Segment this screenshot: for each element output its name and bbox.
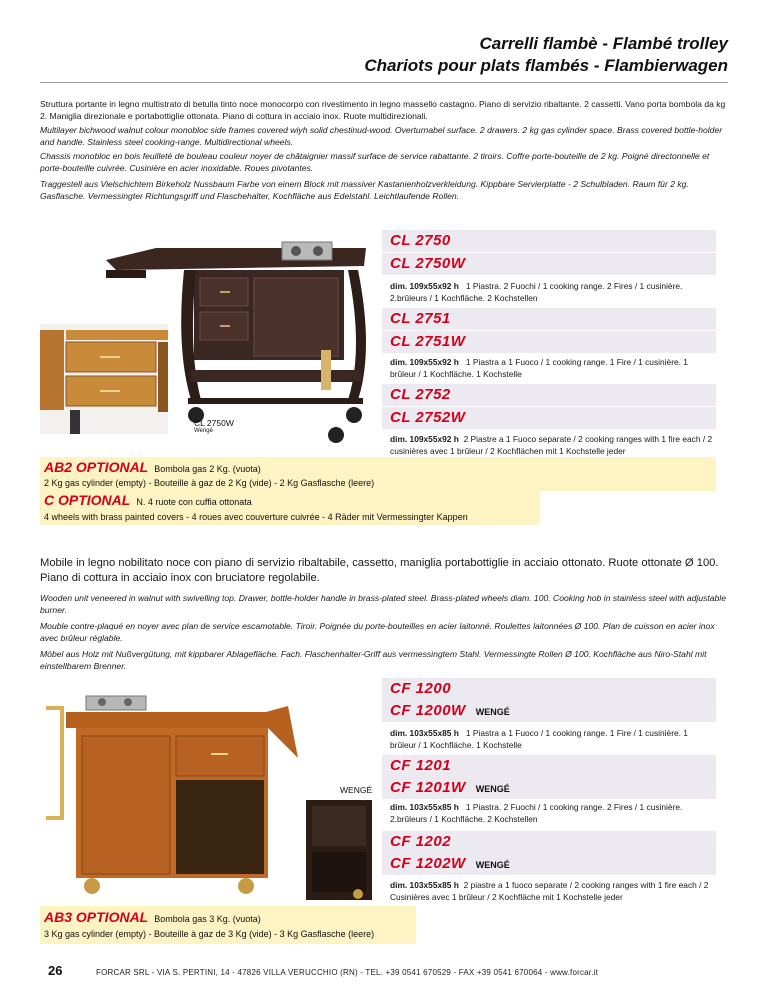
- product-text-cl2750: 1 Piastra. 2 Fuochi / 1 cooking range. 2 Fires / 1 cusinière. 2.brûleurs / 1 Kochfläche. 2 Kochstellen: [390, 281, 683, 303]
- section2-intro-de: Möbel aus Holz mit Nußvergütung, mit kippbarer Ablagefläche. Fach. Flaschenhalter-Griff aus vermessingtem Stahl. Vermessingte Rollen Ø 100. Kochfläche aus Niro-Stahl mit einstellbarem Brenner.: [40, 649, 707, 671]
- optional-ab2-header: [44, 459, 261, 477]
- product-code-cf1201w-label: CF 1201W: [390, 779, 466, 796]
- header-title-line2: Chariots pour plats flambés - Flambierwagen: [364, 56, 728, 75]
- section2-intro-it: Mobile in legno nobilitato noce con piano di servizio ribaltabile, cassetto, maniglia portabottiglie in acciaio ottonato. Ruote ottonate Ø 100. Piano di cottura in acciaio inox con bruciatore regolabile.: [40, 557, 719, 584]
- product-dim-cf1202: dim. 103x55x85 h: [390, 880, 459, 890]
- section1-intro-en: Multilayer bichwood walnut colour monobloc side frames covered wiyh solid chestinud-wood. Overturnabel surface. 2 drawers. 2 kg gas cylinder space. Brass covered bottle-holder and handle. Stainless steel cooking-range. Multidirectional wheels.: [40, 125, 723, 147]
- product-desc-cf1200: [390, 727, 716, 751]
- photo-caption-wenge: WENGÉ: [340, 785, 373, 795]
- optional-ab2-text: Bombola gas 2 Kg. (vuota): [154, 464, 261, 474]
- product-code-cl2752: CL 2752: [382, 384, 716, 406]
- optional-c-header: [44, 492, 252, 510]
- optional-ab3-text: Bombola gas 3 Kg. (vuota): [154, 914, 261, 924]
- product-code-cl2750: CL 2750: [382, 230, 716, 252]
- optional-ab3-line2: 3 Kg gas cylinder (empty) - Bouteille à gaz de 3 Kg (vide) - 3 Kg Gasflasche (leere): [44, 929, 375, 939]
- product-dim-cf1201: dim. 103x55x85 h: [390, 802, 459, 812]
- optional-ab2-title: AB2 OPTIONAL: [44, 459, 149, 475]
- section2-intro-en: Wooden unit veneered in walnut with swivelling top. Drawer, bottle-holder handle in brass-plated steel. Brass-plated wheels diam. 100. Cooking hob in stainless steel with adjustable burner.: [40, 593, 726, 615]
- trolley-cl2750-detail-photo: [40, 324, 168, 434]
- section1-intro-fr: Chassis monobloc en bois feuilleté de bouleau couleur noyer de châtaignier massif surface de service rabattante. 2 tiroirs. Coffre porte-bouteille de 2 kg. Poigné directonnelle et porte-bouteille cuivrée. Cusinière en acier inoxidable. Roues pivotantes.: [40, 151, 710, 173]
- product-desc-cf1202: [390, 879, 716, 903]
- page-number: 26: [48, 963, 63, 978]
- product-desc-cl2750: [390, 280, 716, 304]
- product-code-cl2751: CL 2751: [382, 308, 716, 330]
- product-code-cf1200w: [382, 700, 716, 722]
- product-tag-cf1202w: WENGÉ: [475, 860, 510, 870]
- product-text-cf1201: 1 Piastra. 2 Fuochi / 1 cooking range. 2 Fires / 1 cusinière. 2.brûleurs / 1 Kochfläche. 2 Kochstellen: [390, 802, 683, 824]
- product-desc-cf1201: [390, 801, 716, 825]
- product-text-cl2752: 2 Piastre a 1 Fuoco separate / 2 cooking ranges with 1 fire each / 2 cusinières avec 1 brûleur / 2 Kochflächen mit 1 Kochstelle jeder: [390, 434, 713, 456]
- product-desc-cl2752: [390, 433, 716, 457]
- section2-intro-fr: Mouble contre-plaqué en noyer avec plan de service escamotable. Tiroir. Poignée du porte-bouteilles en acier laitonné. Roulettes laitonnées Ø 100. Plan de cuisson en acier inox avec brûleur réglable.: [40, 621, 715, 643]
- product-text-cf1200: 1 Piastra a 1 Fuoco / 1 cooking range. 1 Fire / 1 cusinière. 1 brûleur / 1 Kochfläche. 1 Kochstelle: [390, 728, 688, 750]
- product-dim-cl2752: dim. 109x55x92 h: [390, 434, 459, 444]
- trolley-cf1200w-detail-photo: [306, 800, 372, 900]
- product-code-cf1201: CF 1201: [382, 755, 716, 777]
- photo-caption-cl2750w: [194, 418, 234, 434]
- section1-intro-it: Struttura portante in legno multistrato di betulla tinto noce monocorpo con rivestimento in legno massello castagno. Piano di servizio ribaltante. 2 cassetti. Vano porta bombola da kg 2. Maniglia direzionale e portabottiglie ottonata. Piano di cottura in acciaio inox. Ruote multidirezionali.: [40, 99, 726, 121]
- optional-c-text: N. 4 ruote con cuffia ottonata: [136, 497, 252, 507]
- optional-c-line2: 4 wheels with brass painted covers - 4 roues avec couverture cuivrée - 4 Räder mit Vermessingter Kappen: [44, 512, 468, 522]
- product-code-cf1202w-label: CF 1202W: [390, 855, 466, 872]
- product-text-cf1202: 2 piastre a 1 fuoco separate / 2 cooking ranges with 1 fire each / 2 Cusinières avec 1 brûleur / 2 Kochfläche mit 1 Kochstelle jeder: [390, 880, 709, 902]
- product-code-cf1200: CF 1200: [382, 678, 716, 700]
- product-code-cf1200w-label: CF 1200W: [390, 702, 466, 719]
- trolley-cf1200-photo: [36, 688, 306, 898]
- product-code-cf1201w: [382, 777, 716, 799]
- product-tag-cf1200w: WENGÉ: [475, 707, 510, 717]
- product-code-cf1202: CF 1202: [382, 831, 716, 853]
- product-dim-cl2750: dim. 109x55x92 h: [390, 281, 459, 291]
- section1-intro-de: Traggestell aus Vielschichtem Birkeholz Nussbaum Farbe von einem Block mit massiver Kastanienholzverkleidung. Kippbare Servierplatte - 2 Schulbladen. Raum für 2 kg. Gasflasche. Vermessingter Richtungsgriff und Flaschehalter, Kochfläche aus Edelstahl. Leichtlaufende Rollen.: [40, 179, 689, 201]
- product-code-cf1202w: [382, 853, 716, 875]
- product-desc-cl2751: [390, 356, 716, 380]
- header-title-line1: Carrelli flambè - Flambé trolley: [479, 34, 728, 53]
- product-code-cl2752w: CL 2752W: [382, 407, 716, 429]
- optional-ab3-title: AB3 OPTIONAL: [44, 909, 149, 925]
- photo-caption-cl2750w-label: CL 2750W: [194, 418, 234, 428]
- optional-c-title: C OPTIONAL: [44, 492, 131, 508]
- product-code-cl2751w: CL 2751W: [382, 331, 716, 353]
- product-dim-cl2751: dim. 109x55x92 h: [390, 357, 459, 367]
- photo-caption-cl2750w-sub: Wengé: [194, 428, 213, 434]
- optional-ab3-header: [44, 909, 261, 927]
- optional-ab2-line2: 2 Kg gas cylinder (empty) - Bouteille à gaz de 2 Kg (vide) - 2 Kg Gasflasche (leere): [44, 478, 375, 488]
- product-code-cl2750w: CL 2750W: [382, 253, 716, 275]
- product-text-cl2751: 1 Piastra a 1 Fuoco / 1 cooking range. 1 Fire / 1 cusinière. 1 brûleur / 1 Kochfläche. 1 Kochstelle: [390, 357, 688, 379]
- footer-address: FORCAR SRL - VIA S. PERTINI, 14 - 47826 VILLA VERUCCHIO (RN) - TEL. +39 0541 670529 - FAX +39 0541 670064 - www.forcar.it: [96, 968, 599, 977]
- product-dim-cf1200: dim. 103x55x85 h: [390, 728, 459, 738]
- header-divider: [40, 82, 728, 83]
- product-tag-cf1201w: WENGÉ: [475, 784, 510, 794]
